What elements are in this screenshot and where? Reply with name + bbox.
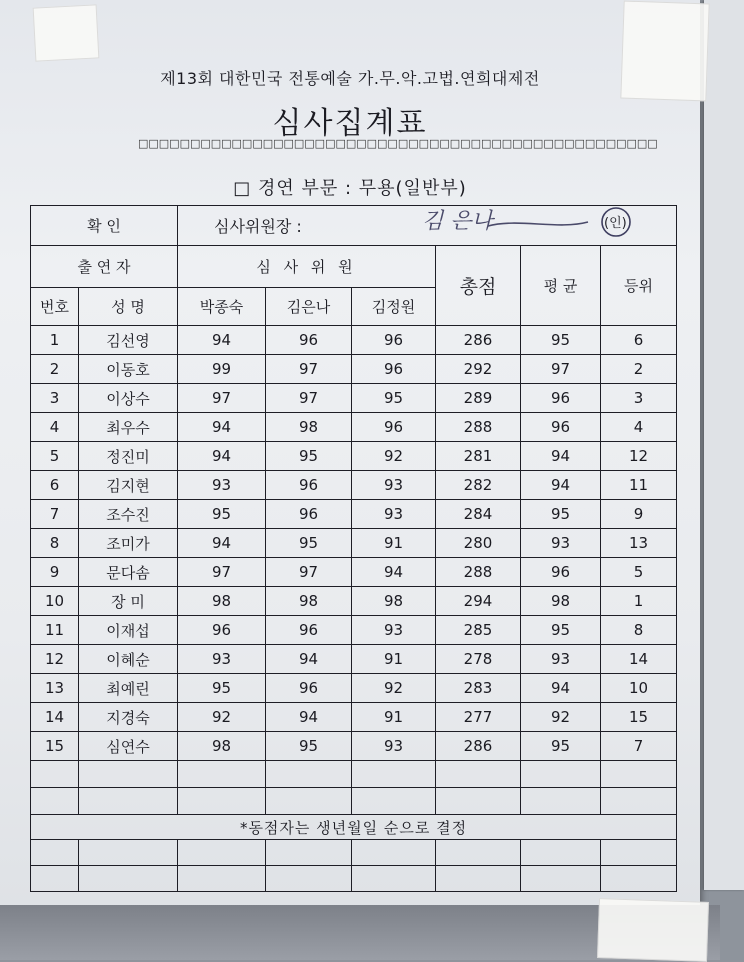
average-score: 93 bbox=[521, 645, 601, 674]
total-score: 278 bbox=[436, 645, 521, 674]
judge2-score: 97 bbox=[266, 355, 352, 384]
judge3-score: 96 bbox=[352, 355, 436, 384]
chief-judge-label: 심사위원장 : bbox=[214, 217, 302, 236]
table-row bbox=[31, 355, 677, 384]
blank-row bbox=[31, 761, 677, 788]
total-score: 286 bbox=[436, 326, 521, 355]
total-score: 284 bbox=[436, 500, 521, 529]
judge2-score: 96 bbox=[266, 471, 352, 500]
judge1-score: 97 bbox=[178, 384, 266, 413]
judge2-score: 95 bbox=[266, 529, 352, 558]
average-score: 93 bbox=[521, 529, 601, 558]
table-row bbox=[31, 703, 677, 732]
judge1-score: 94 bbox=[178, 326, 266, 355]
judge2-score: 98 bbox=[266, 413, 352, 442]
performer-name: 정진미 bbox=[79, 442, 178, 471]
chief-judge-cell bbox=[178, 206, 677, 246]
rank-value: 15 bbox=[601, 703, 677, 732]
total-score: 277 bbox=[436, 703, 521, 732]
judge3-header: 김정원 bbox=[352, 288, 436, 326]
rank-value: 4 bbox=[601, 413, 677, 442]
judge3-score: 92 bbox=[352, 442, 436, 471]
rank-value: 13 bbox=[601, 529, 677, 558]
tie-break-note: *동점자는 생년월일 순으로 결정 bbox=[31, 815, 677, 840]
judge1-score: 94 bbox=[178, 413, 266, 442]
judges-header: 심 사 위 원 bbox=[178, 246, 436, 288]
checkbox-row: □□□□□□□□□□□□□□□□□□□□□□□□□□□□□□□□□□□□□□□□□□□□□□□□□□ bbox=[138, 137, 658, 150]
judge3-score: 93 bbox=[352, 471, 436, 500]
number-header: 번호 bbox=[31, 288, 79, 326]
tape-piece bbox=[33, 4, 100, 61]
blank-row bbox=[31, 866, 677, 892]
performer-name: 장 미 bbox=[79, 587, 178, 616]
rank-value: 1 bbox=[601, 587, 677, 616]
total-header: 총점 bbox=[436, 246, 521, 326]
judge3-score: 96 bbox=[352, 326, 436, 355]
average-score: 95 bbox=[521, 732, 601, 761]
judge2-score: 97 bbox=[266, 384, 352, 413]
judge2-score: 96 bbox=[266, 500, 352, 529]
average-score: 94 bbox=[521, 471, 601, 500]
total-score: 288 bbox=[436, 558, 521, 587]
performer-name: 김지현 bbox=[79, 471, 178, 500]
average-score: 97 bbox=[521, 355, 601, 384]
rank-value: 10 bbox=[601, 674, 677, 703]
total-score: 289 bbox=[436, 384, 521, 413]
rank-value: 3 bbox=[601, 384, 677, 413]
judge1-score: 99 bbox=[178, 355, 266, 384]
judge1-score: 93 bbox=[178, 471, 266, 500]
table-row bbox=[31, 471, 677, 500]
total-score: 281 bbox=[436, 442, 521, 471]
header-row-1 bbox=[31, 246, 677, 288]
rank-value: 5 bbox=[601, 558, 677, 587]
entry-number: 4 bbox=[31, 413, 79, 442]
average-score: 94 bbox=[521, 442, 601, 471]
performer-name: 문다솜 bbox=[79, 558, 178, 587]
entry-number: 2 bbox=[31, 355, 79, 384]
table-row bbox=[31, 413, 677, 442]
score-body bbox=[31, 326, 677, 761]
average-score: 96 bbox=[521, 413, 601, 442]
judge1-score: 98 bbox=[178, 732, 266, 761]
total-score: 280 bbox=[436, 529, 521, 558]
entry-number: 6 bbox=[31, 471, 79, 500]
note-row bbox=[31, 815, 677, 840]
table-row bbox=[31, 500, 677, 529]
average-header: 평 균 bbox=[521, 246, 601, 326]
judge2-score: 95 bbox=[266, 732, 352, 761]
performer-name: 지경숙 bbox=[79, 703, 178, 732]
judge3-score: 91 bbox=[352, 529, 436, 558]
judge2-score: 96 bbox=[266, 616, 352, 645]
adjacent-sheet bbox=[704, 0, 744, 890]
signature-seal-icon bbox=[418, 200, 648, 240]
judge1-score: 94 bbox=[178, 442, 266, 471]
judge3-score: 91 bbox=[352, 703, 436, 732]
total-score: 285 bbox=[436, 616, 521, 645]
total-score: 282 bbox=[436, 471, 521, 500]
performer-name: 조미가 bbox=[79, 529, 178, 558]
table-row bbox=[31, 674, 677, 703]
page-title: 심사집계표 bbox=[272, 106, 428, 141]
entry-number: 3 bbox=[31, 384, 79, 413]
judge1-score: 95 bbox=[178, 674, 266, 703]
seal-text: (인) bbox=[604, 216, 627, 231]
table-row bbox=[31, 384, 677, 413]
table-row bbox=[31, 732, 677, 761]
judge3-score: 94 bbox=[352, 558, 436, 587]
rank-value: 12 bbox=[601, 442, 677, 471]
tape-piece bbox=[597, 898, 709, 962]
average-score: 98 bbox=[521, 587, 601, 616]
judge1-score: 92 bbox=[178, 703, 266, 732]
performer-name: 이재섭 bbox=[79, 616, 178, 645]
average-score: 95 bbox=[521, 326, 601, 355]
table-row bbox=[31, 442, 677, 471]
rank-value: 9 bbox=[601, 500, 677, 529]
entry-number: 8 bbox=[31, 529, 79, 558]
performer-name: 김선영 bbox=[79, 326, 178, 355]
judge3-score: 93 bbox=[352, 732, 436, 761]
judge3-score: 93 bbox=[352, 616, 436, 645]
judge2-score: 98 bbox=[266, 587, 352, 616]
rank-value: 2 bbox=[601, 355, 677, 384]
total-score: 294 bbox=[436, 587, 521, 616]
judge1-score: 93 bbox=[178, 645, 266, 674]
judge2-score: 94 bbox=[266, 703, 352, 732]
judge3-score: 95 bbox=[352, 384, 436, 413]
performer-name: 최우수 bbox=[79, 413, 178, 442]
rank-value: 8 bbox=[601, 616, 677, 645]
performer-name: 이상수 bbox=[79, 384, 178, 413]
event-subtitle: 제13회 대한민국 전통예술 가.무.악.고법.연희대제전 bbox=[160, 69, 540, 88]
blank-row bbox=[31, 788, 677, 815]
average-score: 95 bbox=[521, 616, 601, 645]
total-score: 292 bbox=[436, 355, 521, 384]
competition-division: □ 경연 부문 : 무용(일반부) bbox=[233, 178, 467, 199]
total-score: 286 bbox=[436, 732, 521, 761]
performer-name: 이동호 bbox=[79, 355, 178, 384]
judge2-score: 95 bbox=[266, 442, 352, 471]
judge1-score: 96 bbox=[178, 616, 266, 645]
chief-judge-signature: 김 은나 bbox=[422, 209, 493, 234]
judge2-header: 김은나 bbox=[266, 288, 352, 326]
judge3-score: 91 bbox=[352, 645, 436, 674]
total-score: 283 bbox=[436, 674, 521, 703]
performer-header: 출 연 자 bbox=[31, 246, 178, 288]
entry-number: 11 bbox=[31, 616, 79, 645]
table-row bbox=[31, 616, 677, 645]
table-row bbox=[31, 558, 677, 587]
blank-rows bbox=[31, 761, 677, 892]
entry-number: 14 bbox=[31, 703, 79, 732]
performer-name: 심연수 bbox=[79, 732, 178, 761]
entry-number: 15 bbox=[31, 732, 79, 761]
judge2-score: 94 bbox=[266, 645, 352, 674]
entry-number: 1 bbox=[31, 326, 79, 355]
judge1-score: 95 bbox=[178, 500, 266, 529]
entry-number: 12 bbox=[31, 645, 79, 674]
average-score: 95 bbox=[521, 500, 601, 529]
judge3-score: 93 bbox=[352, 500, 436, 529]
rank-value: 6 bbox=[601, 326, 677, 355]
entry-number: 13 bbox=[31, 674, 79, 703]
tape-piece bbox=[620, 1, 709, 102]
table-row bbox=[31, 587, 677, 616]
judge3-score: 96 bbox=[352, 413, 436, 442]
table-row bbox=[31, 529, 677, 558]
average-score: 96 bbox=[521, 384, 601, 413]
blank-row bbox=[31, 840, 677, 866]
judge2-score: 96 bbox=[266, 326, 352, 355]
average-score: 96 bbox=[521, 558, 601, 587]
confirm-label: 확 인 bbox=[31, 206, 178, 246]
rank-value: 7 bbox=[601, 732, 677, 761]
judge3-score: 98 bbox=[352, 587, 436, 616]
judge1-score: 98 bbox=[178, 587, 266, 616]
name-header: 성 명 bbox=[79, 288, 178, 326]
judge1-score: 97 bbox=[178, 558, 266, 587]
total-score: 288 bbox=[436, 413, 521, 442]
average-score: 94 bbox=[521, 674, 601, 703]
judge2-score: 96 bbox=[266, 674, 352, 703]
entry-number: 10 bbox=[31, 587, 79, 616]
table-row bbox=[31, 326, 677, 355]
performer-name: 최예린 bbox=[79, 674, 178, 703]
average-score: 92 bbox=[521, 703, 601, 732]
judge2-score: 97 bbox=[266, 558, 352, 587]
rank-value: 11 bbox=[601, 471, 677, 500]
entry-number: 5 bbox=[31, 442, 79, 471]
judge1-score: 94 bbox=[178, 529, 266, 558]
judge1-header: 박종숙 bbox=[178, 288, 266, 326]
performer-name: 조수진 bbox=[79, 500, 178, 529]
entry-number: 9 bbox=[31, 558, 79, 587]
judge3-score: 92 bbox=[352, 674, 436, 703]
rank-value: 14 bbox=[601, 645, 677, 674]
entry-number: 7 bbox=[31, 500, 79, 529]
score-table bbox=[30, 205, 677, 892]
table-row bbox=[31, 645, 677, 674]
performer-name: 이혜순 bbox=[79, 645, 178, 674]
confirm-row bbox=[31, 206, 677, 246]
rank-header: 등위 bbox=[601, 246, 677, 326]
